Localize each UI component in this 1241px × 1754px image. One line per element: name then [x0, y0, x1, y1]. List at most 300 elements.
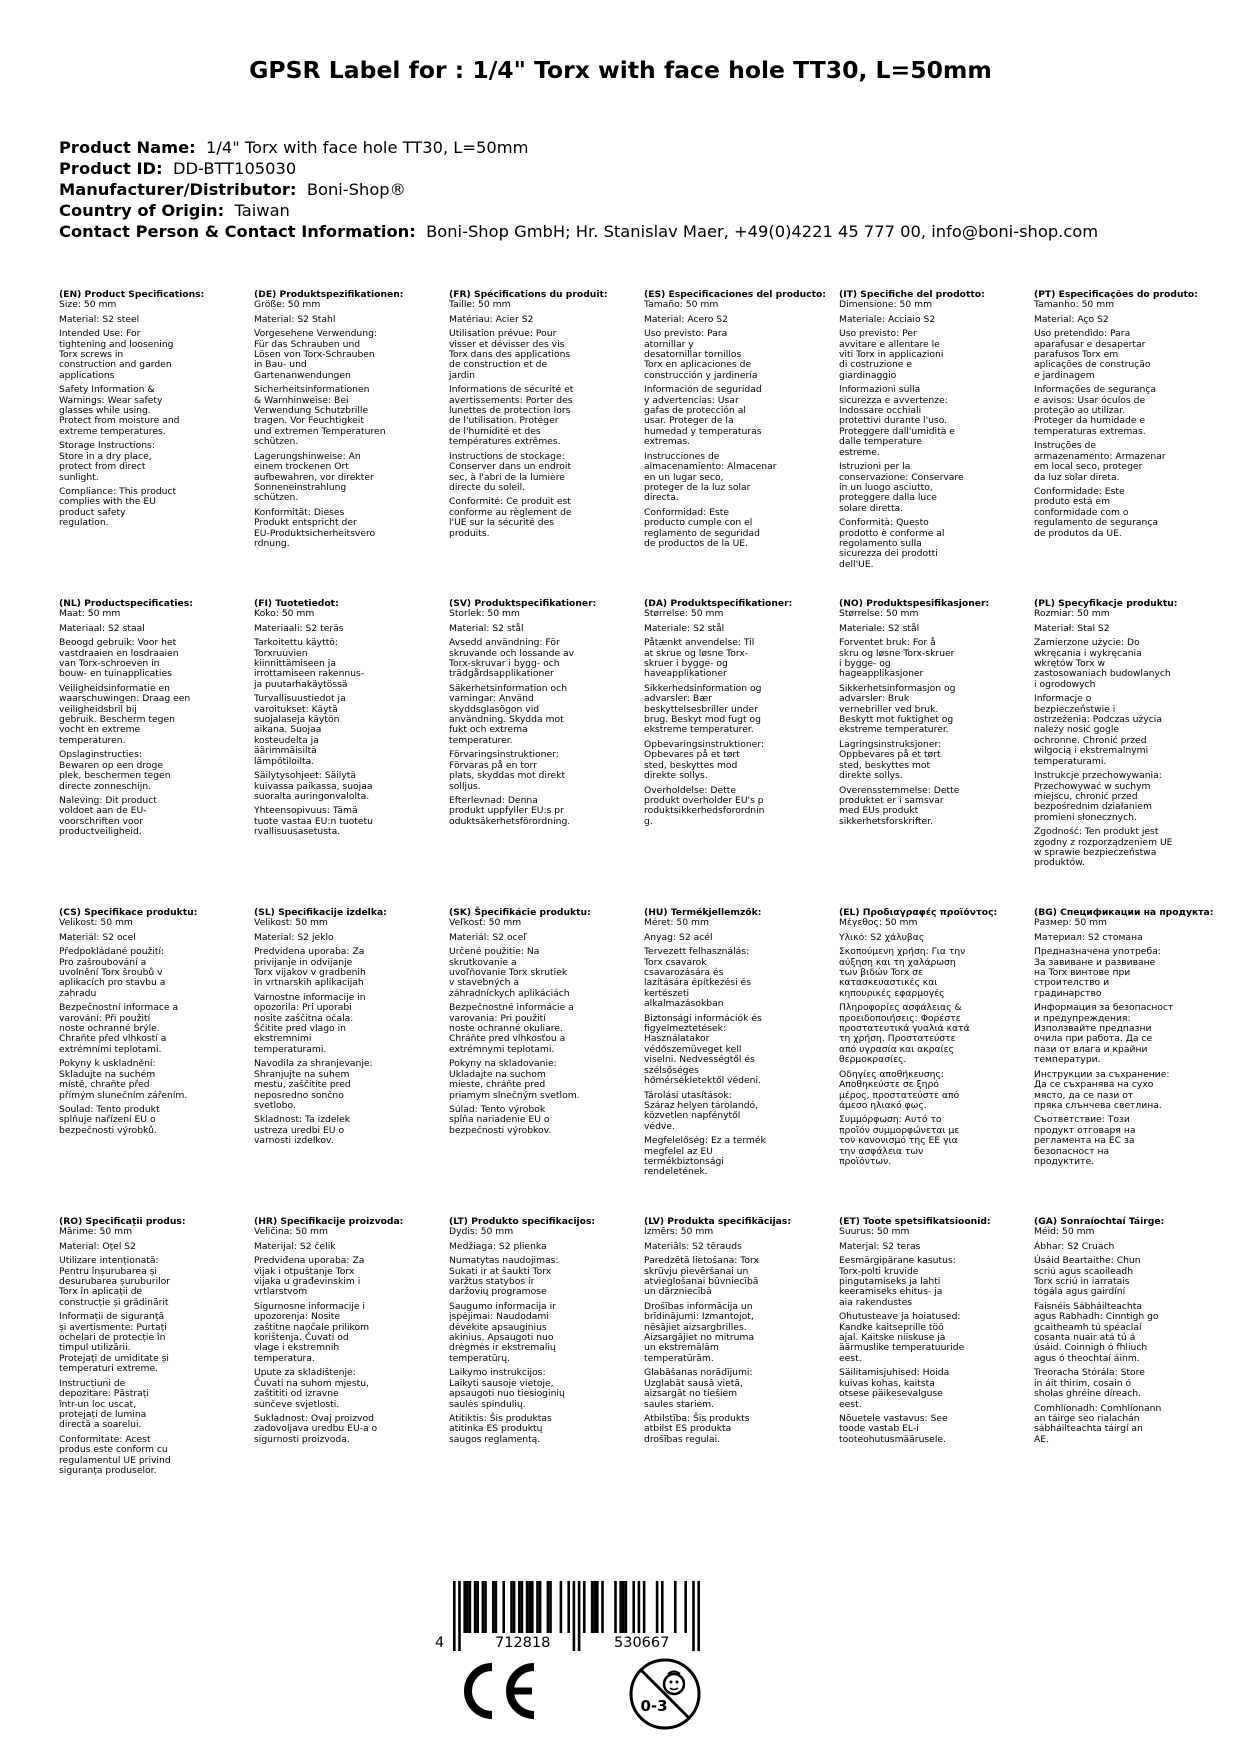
spec-cell	[839, 599, 1034, 908]
spec-line: otsese päikesevalguse	[839, 1388, 943, 1400]
spec-heading: (SL) Specifikacije izdelka:	[254, 907, 387, 918]
spec-line: mieste, chráňte pred	[449, 1079, 546, 1091]
spec-block	[59, 1227, 244, 1237]
spec-line: g.	[644, 815, 653, 827]
spec-line: températures extrêmes.	[449, 436, 561, 448]
spec-block	[254, 315, 439, 325]
spec-line: ochronne. Chronić przed	[1034, 734, 1147, 746]
spec-block	[449, 452, 634, 494]
spec-line: Conformidade: Este	[1034, 485, 1125, 497]
spec-block	[644, 947, 829, 1009]
spec-line: Sicherheitsinformationen	[254, 384, 370, 396]
spec-line: de l'utilisation. Protéger	[449, 415, 559, 427]
spec-cell	[644, 1217, 839, 1526]
spec-block	[254, 300, 439, 310]
spec-line: vrtlarstvom	[254, 1286, 308, 1298]
spec-line: desatornillar tornillos	[644, 349, 742, 361]
spec-line: hőmérsékletektől védeni.	[644, 1075, 761, 1087]
spec-block	[839, 1227, 1024, 1237]
spec-block	[254, 947, 439, 989]
spec-block	[644, 1242, 829, 1252]
spec-cell	[59, 908, 254, 1217]
spec-block	[254, 1368, 439, 1410]
spec-line: Verwendung Schutzbrille	[254, 405, 369, 417]
spec-line: ajal. Kaitske niiskuse ja	[839, 1332, 946, 1344]
spec-line: eest.	[839, 1352, 862, 1364]
spec-cell	[449, 290, 644, 599]
spec-line: temperaturami.	[254, 1043, 327, 1055]
spec-line: kertészeti	[644, 987, 690, 999]
spec-heading: (ES) Especificaciones del producto:	[644, 289, 826, 300]
spec-heading: (NL) Productspecificaties:	[59, 598, 193, 609]
spec-cell	[839, 908, 1034, 1217]
spec-line: Overensstemmelse: Dette	[839, 784, 960, 796]
spec-line: Förvaras på en torr	[449, 759, 537, 771]
spec-line: vastdraaien en losdraaien	[59, 647, 179, 659]
spec-cell	[1034, 599, 1229, 908]
spec-line: и предупреждения:	[1034, 1012, 1131, 1024]
spec-line: безопасност на	[1034, 1145, 1110, 1157]
spec-line: Istruzioni per la	[839, 461, 911, 473]
spec-line: Varnostne informacije in	[254, 991, 366, 1003]
spec-line: promieni słonecznych.	[1034, 811, 1137, 823]
spec-block	[1034, 918, 1219, 928]
spec-block	[644, 1302, 829, 1364]
spec-line: Materiale: S2 stål	[644, 622, 725, 634]
spec-block	[644, 624, 829, 634]
spec-line: vernebriller ved bruk.	[839, 703, 939, 715]
spec-line: svetlobo.	[254, 1099, 296, 1111]
spec-line: alkalmazásokban	[644, 998, 724, 1010]
spec-block	[644, 508, 829, 550]
spec-line: plats, skyddas mot direkt	[449, 770, 566, 782]
spec-cell	[839, 290, 1034, 599]
spec-line: și avertismente: Purtați	[59, 1321, 167, 1333]
barcode-bar	[643, 1581, 646, 1633]
spec-line: Saugumo informacija ir	[449, 1300, 556, 1312]
spec-line: aikana. Suojaa	[254, 724, 322, 736]
spec-block	[644, 1091, 829, 1133]
barcode-guard-bar	[697, 1581, 700, 1651]
spec-block	[59, 750, 244, 792]
spec-line: Beoogd gebruik: Voor het	[59, 637, 177, 649]
spec-line: zadovoljava uredbu EU-a o	[254, 1423, 378, 1435]
spec-line: extrémními teplotami.	[59, 1043, 162, 1055]
spec-line: Opbevares på et tørt	[644, 749, 740, 761]
spec-line: Ohutusteave ja hoiatused:	[839, 1311, 961, 1323]
spec-line: Taille: 50 mm	[449, 299, 511, 311]
spec-line: de productos de la UE.	[644, 537, 749, 549]
spec-line: регламента на ЕС за	[1034, 1135, 1135, 1147]
spec-line: de l'humidité et des	[449, 425, 541, 437]
spec-block	[1034, 329, 1219, 381]
spec-line: Bezpečnostné informácie a	[449, 1002, 574, 1014]
spec-line: äärmuslike temperatuuride	[839, 1342, 965, 1354]
spec-line: desurubarea șuruburilor	[59, 1276, 171, 1288]
spec-line: aizsargāt no tiešiem	[644, 1388, 738, 1400]
spec-line: irrottamiseen rakennus-	[254, 668, 365, 680]
spec-line: keeramiseks ehitus- ja	[839, 1286, 943, 1298]
spec-line: protettivi durante l'uso.	[839, 415, 948, 427]
spec-block	[59, 609, 244, 619]
spec-line: roduktsikkerhedsforordnin	[644, 805, 765, 817]
spec-block	[839, 462, 1024, 514]
spec-line: y advertencias: Usar	[644, 394, 739, 406]
spec-line: proteggere dalla luce	[839, 492, 937, 504]
spec-line: saulės spindulių.	[449, 1398, 526, 1410]
spec-line: προειδοποιήσεις: Φορέστε	[839, 1012, 961, 1024]
spec-line: e jardinagem	[1034, 369, 1095, 381]
spec-line: Materiál: S2 oceľ	[449, 931, 527, 943]
spec-line: humedad y temperaturas	[644, 425, 762, 437]
spec-line: advarsler: Bruk	[839, 693, 910, 705]
spec-line: Suurus: 50 mm	[839, 1226, 910, 1238]
spec-line: Súlad: Tento výrobok	[449, 1103, 546, 1115]
spec-line: temperaturi extreme.	[59, 1363, 159, 1375]
spec-line: ekstreme temperaturer.	[839, 724, 949, 736]
spec-line: beskyttelsesbriller under	[644, 703, 758, 715]
spec-line: Torx-skruvar i bygg- och	[449, 658, 560, 670]
spec-line: avvitare e allentare le	[839, 338, 940, 350]
spec-line: Chráňte pred vlhkosťou a	[449, 1033, 566, 1045]
spec-heading: (SV) Produktspecifikationer:	[449, 598, 597, 609]
spec-line: lämpötiloilta.	[254, 755, 315, 767]
spec-line: Rozmiar: 50 mm	[1034, 608, 1110, 620]
spec-line: en un lugar seco,	[644, 471, 724, 483]
spec-cell	[644, 908, 839, 1217]
spec-line: avertissements: Porter des	[449, 394, 573, 406]
spec-line: apsaugoti nuo tiesioginių	[449, 1388, 565, 1400]
spec-block	[1034, 638, 1219, 690]
spec-block	[254, 918, 439, 928]
spec-line: an táirge seo rialachán	[1034, 1412, 1140, 1424]
spec-line: Bewaren op een droge	[59, 759, 164, 771]
spec-line: em local seco, proteger	[1034, 461, 1143, 473]
barcode-bar	[510, 1581, 513, 1633]
spec-heading: (DE) Produktspezifikationen:	[254, 289, 404, 300]
spec-heading: (LT) Produkto specifikacijos:	[449, 1216, 596, 1227]
spec-line: Overholdelse: Dette	[644, 784, 737, 796]
spec-line: armazenamento: Armazenar	[1034, 450, 1166, 462]
spec-line: Medžiaga: S2 plienka	[449, 1240, 547, 1252]
spec-block	[1034, 1302, 1219, 1364]
spec-block	[839, 1414, 1024, 1445]
spec-line: sec, à l'abri de la lumière	[449, 471, 565, 483]
spec-line: regulamentul UE privind	[59, 1454, 171, 1466]
spec-line: solare diretta.	[839, 502, 904, 514]
spec-line: Instructions de stockage:	[449, 450, 565, 462]
spec-line: zaštitne naočale prilikom	[254, 1321, 370, 1333]
spec-line: aplikacích pro stavbu a	[59, 977, 166, 989]
country-row	[59, 200, 1098, 221]
spec-line: mestu, zaščitite pred	[254, 1079, 351, 1091]
spec-block	[644, 329, 829, 381]
barcode-bar	[531, 1581, 534, 1633]
spec-line: vijak i otpuštanje Torx	[254, 1265, 355, 1277]
spec-line: Maat: 50 mm	[59, 608, 121, 620]
spec-line: produto está em	[1034, 496, 1111, 508]
age-warning-icon	[628, 1657, 702, 1735]
spec-line: Informații de siguranță	[59, 1311, 165, 1323]
spec-line: Materijal: S2 čelik	[254, 1240, 336, 1252]
spec-line: sábháilteachta táirgí an	[1034, 1423, 1143, 1435]
spec-block	[644, 918, 829, 928]
barcode-bar	[596, 1581, 599, 1633]
spec-block	[644, 1136, 829, 1178]
spec-cell	[254, 908, 449, 1217]
spec-line: Informações de segurança	[1034, 384, 1157, 396]
spec-line: aplicações de construção	[1034, 359, 1151, 371]
spec-block	[59, 947, 244, 999]
spec-heading: (FI) Tuotetiedot:	[254, 598, 339, 609]
spec-line: un ekstremālām	[644, 1342, 719, 1354]
spec-line: proteção ao utilizar.	[1034, 405, 1126, 417]
spec-line: Uso previsto: Per	[839, 328, 917, 340]
spec-line: Produkt entspricht der	[254, 517, 357, 529]
spec-line: skrūvju pievēršanai un	[644, 1265, 749, 1277]
spec-line: användning. Skydda mot	[449, 714, 564, 726]
product-name-row	[59, 137, 1098, 158]
spec-line: Nõuetele vastavus: See	[839, 1412, 948, 1424]
spec-block	[449, 1003, 634, 1055]
spec-line: in vrtnarskih aplikacijah	[254, 977, 364, 989]
spec-line: Informazioni sulla	[839, 384, 921, 396]
spec-line: продуктите.	[1034, 1155, 1095, 1167]
spec-line: conservazione: Conservare	[839, 471, 964, 483]
spec-line: sikkerhetsforskrifter.	[839, 815, 934, 827]
spec-line: Predviđena uporaba: Za	[254, 1255, 365, 1267]
spec-line: atvieglošanai būvniecībā	[644, 1276, 759, 1288]
spec-line: proteger de la luz solar	[644, 481, 751, 493]
spec-block	[449, 1368, 634, 1410]
spec-line: Material: S2 stål	[449, 622, 524, 634]
spec-line: Utilizare intenționată:	[59, 1255, 159, 1267]
spec-line: Οδηγίες αποθήκευσης:	[839, 1068, 944, 1080]
spec-line: Avsedd användning: För	[449, 637, 560, 649]
spec-block	[59, 918, 244, 928]
spec-line: einem trockenen Ort	[254, 461, 349, 473]
spec-line: lunettes de protection lors	[449, 405, 571, 417]
spec-cell	[1034, 1217, 1229, 1526]
spec-line: neposredno sončno	[254, 1089, 344, 1101]
spec-line: záhradníckych aplikáciách	[449, 987, 570, 999]
spec-line: Storage Instructions:	[59, 440, 155, 452]
barcode-guard-bar	[458, 1581, 461, 1651]
spec-line: Beskytt mot fuktighet og	[839, 714, 954, 726]
spec-heading: (PT) Especificações do produto:	[1034, 289, 1198, 300]
spec-line: jardin	[449, 369, 476, 381]
spec-line: varování: Při použití	[59, 1012, 151, 1024]
spec-line: Méid: 50 mm	[1034, 1226, 1095, 1238]
spec-block	[449, 300, 634, 310]
spec-line: пряка слънчева светлина.	[1034, 1099, 1162, 1111]
spec-line: Torx screws in	[59, 349, 124, 361]
spec-line: splňuje nařízení EU o	[59, 1114, 156, 1126]
spec-block	[839, 1070, 1024, 1112]
spec-line: timpul utilizării.	[59, 1342, 131, 1354]
spec-line: Sukladnost: Ovaj proizvod	[254, 1412, 374, 1424]
spec-block	[839, 1242, 1024, 1252]
spec-line: termékbiztonsági	[644, 1155, 724, 1167]
spec-line: Torx-polti kruvide	[839, 1265, 919, 1277]
spec-line: Ukladajte na suchom	[449, 1068, 546, 1080]
manufacturer-row	[59, 179, 1098, 200]
spec-line: eest.	[839, 1398, 862, 1410]
spec-line: Tamanho: 50 mm	[1034, 299, 1115, 311]
barcode-bar	[638, 1581, 641, 1633]
spec-line: Tamaño: 50 mm	[644, 299, 719, 311]
spec-line: Turvallisuustiedot ja	[254, 693, 346, 705]
spec-line: vlage i ekstremnih	[254, 1342, 340, 1354]
spec-line: sted, beskyttes mot	[839, 759, 931, 771]
spec-block	[839, 518, 1024, 570]
spec-cell	[59, 599, 254, 908]
spec-block	[59, 1003, 244, 1055]
spec-line: l'UE sur la sécurité des	[449, 517, 555, 529]
spec-block	[59, 1312, 244, 1374]
spec-line: temperatūrām.	[644, 1352, 714, 1364]
spec-line: kosteudelta ja	[254, 734, 319, 746]
spec-line: Material: S2 jeklo	[254, 931, 334, 943]
spec-line: Upute za skladištenje:	[254, 1367, 356, 1379]
spec-heading: (DA) Produktspecifikationer:	[644, 598, 793, 609]
spec-line: akinius. Apsaugoti nuo	[449, 1332, 554, 1344]
spec-line: construcție și grădinărit	[59, 1296, 169, 1308]
spec-block	[254, 806, 439, 837]
spec-line: ekstremnimi	[254, 1033, 312, 1045]
spec-line: градинарство	[1034, 987, 1102, 999]
spec-line: Material: S2 Stahl	[254, 313, 336, 325]
spec-line: vocht en extreme	[59, 724, 141, 736]
spec-line: giardinaggio	[839, 369, 897, 381]
spec-line: Koko: 50 mm	[254, 608, 315, 620]
spec-line: uvoľňovanie Torx skrutiek	[449, 967, 568, 979]
spec-block	[644, 933, 829, 943]
spec-line: direkte sollys.	[644, 770, 708, 782]
spec-line: Información de seguridad	[644, 384, 762, 396]
spec-line: Navodila za shranjevanje:	[254, 1058, 373, 1070]
spec-line: bezpieczeństwie i	[1034, 703, 1116, 715]
product-name-label: Product Name:	[59, 138, 196, 157]
spec-line: Torx vijakov v gradbenih	[254, 967, 366, 979]
spec-line: dėvėkite apsauginius	[449, 1321, 547, 1333]
spec-line: und extremen Temperaturen	[254, 425, 386, 437]
spec-line: Conformitate: Acest	[59, 1433, 151, 1445]
spec-line: Използвайте предпазни	[1034, 1023, 1152, 1035]
spec-line: Eesmärgipärane kasutus:	[839, 1255, 956, 1267]
spec-block	[59, 1059, 244, 1101]
spec-line: Uso pretendido: Para	[1034, 328, 1131, 340]
spec-line: szélsőséges	[644, 1064, 699, 1076]
spec-line: Dimensione: 50 mm	[839, 299, 933, 311]
spec-block	[839, 329, 1024, 381]
spec-line: gafas de protección al	[644, 405, 746, 417]
spec-line: complies with the EU	[59, 496, 156, 508]
spec-line: Naleving: Dit product	[59, 794, 157, 806]
spec-line: figyelmeztetések:	[644, 1023, 727, 1035]
spec-line: cosanta nuair atá tú á	[1034, 1332, 1136, 1344]
spec-line: продукт отговаря на	[1034, 1124, 1136, 1136]
spec-block	[449, 947, 634, 999]
spec-heading: (HR) Specifikacije proizvoda:	[254, 1216, 404, 1227]
spec-line: v stavebných a	[449, 977, 519, 989]
spec-line: Laikyti sausoje vietoje,	[449, 1377, 554, 1389]
barcode-left-group: 712818	[495, 1635, 551, 1651]
spec-block	[254, 1302, 439, 1364]
spec-line: sicurezza e avvertenze:	[839, 394, 948, 406]
spec-line: Säkerhetsinformation och	[449, 682, 568, 694]
spec-line: produktów.	[1034, 857, 1085, 869]
manufacturer-value: Boni-Shop®	[306, 180, 406, 199]
spec-line: τον κανονισμό της ΕΕ για	[839, 1135, 958, 1147]
spec-block	[254, 609, 439, 619]
barcode-guard-bar	[578, 1581, 581, 1651]
spec-heading: (PL) Specyfikacje produktu:	[1034, 598, 1178, 609]
spec-block	[59, 933, 244, 943]
spec-line: fukt och extrema	[449, 724, 528, 736]
spec-line: skyddsglasögon vid	[449, 703, 540, 715]
product-name-value: 1/4" Torx with face hole TT30, L=50mm	[206, 138, 529, 157]
barcode-bar	[484, 1581, 487, 1633]
spec-line: suojalaseja käytön	[254, 714, 340, 726]
spec-line: Sigurnosne informacije i	[254, 1300, 365, 1312]
barcode-bar	[513, 1581, 516, 1633]
spec-line: Vorgesehene Verwendung:	[254, 328, 377, 340]
barcode-bar	[547, 1581, 550, 1633]
spec-line: de construction et de	[449, 359, 548, 371]
spec-block	[59, 1256, 244, 1308]
spec-line: Materiale: Acciaio S2	[839, 313, 936, 325]
spec-line: Kandke kaitseprille töö	[839, 1321, 944, 1333]
spec-line: i ogrodowych	[1034, 678, 1096, 690]
spec-line: construcción y jardinería	[644, 369, 758, 381]
spec-line: Материал: S2 стомана	[1034, 931, 1143, 943]
spec-block	[449, 796, 634, 827]
spec-line: Comhlíonadh: Comhlíonann	[1034, 1402, 1162, 1414]
spec-cell	[59, 290, 254, 599]
barcode-bar	[526, 1581, 529, 1633]
spec-block	[254, 329, 439, 381]
barcode-bar	[528, 1581, 531, 1633]
spec-line: на Torx винтове при	[1034, 967, 1131, 979]
spec-line: Инструкции за съхранение:	[1034, 1068, 1170, 1080]
spec-line: gcaitheamh tú spéaclaí	[1034, 1321, 1142, 1333]
spec-line: Uso previsto: Para	[644, 328, 728, 340]
barcode-bar	[474, 1581, 477, 1633]
spec-line: Yhteensopivuus: Tämä	[254, 805, 358, 817]
spec-line: Úsáid Beartaithe: Chun	[1034, 1255, 1141, 1267]
barcode	[435, 1581, 747, 1653]
spec-line: plek, beschermen tegen	[59, 770, 171, 782]
barcode-bar	[536, 1581, 539, 1633]
spec-block	[59, 300, 244, 310]
spec-line: Velikost: 50 mm	[59, 917, 133, 929]
spec-line: kuivassa paikassa, suojaa	[254, 780, 373, 792]
barcode-guard-bar	[453, 1581, 456, 1651]
spec-block	[1034, 300, 1219, 310]
spec-cell	[449, 908, 644, 1217]
spec-line: Instrukcje przechowywania:	[1034, 770, 1162, 782]
spec-line: μέρος, προστατεύστε από	[839, 1089, 960, 1101]
spec-line: Veiligheidsinformatie en	[59, 682, 170, 694]
spec-line: parafusos Torx em	[1034, 349, 1119, 361]
spec-line: bezpečnosti výrobkov.	[449, 1124, 552, 1136]
spec-block	[449, 329, 634, 381]
spec-line: produits.	[449, 527, 490, 539]
spec-line: Velikost: 50 mm	[254, 917, 328, 929]
spec-line: Säilytysohjeet: Säilytä	[254, 770, 356, 782]
spec-line: sted, beskyttes mod	[644, 759, 738, 771]
